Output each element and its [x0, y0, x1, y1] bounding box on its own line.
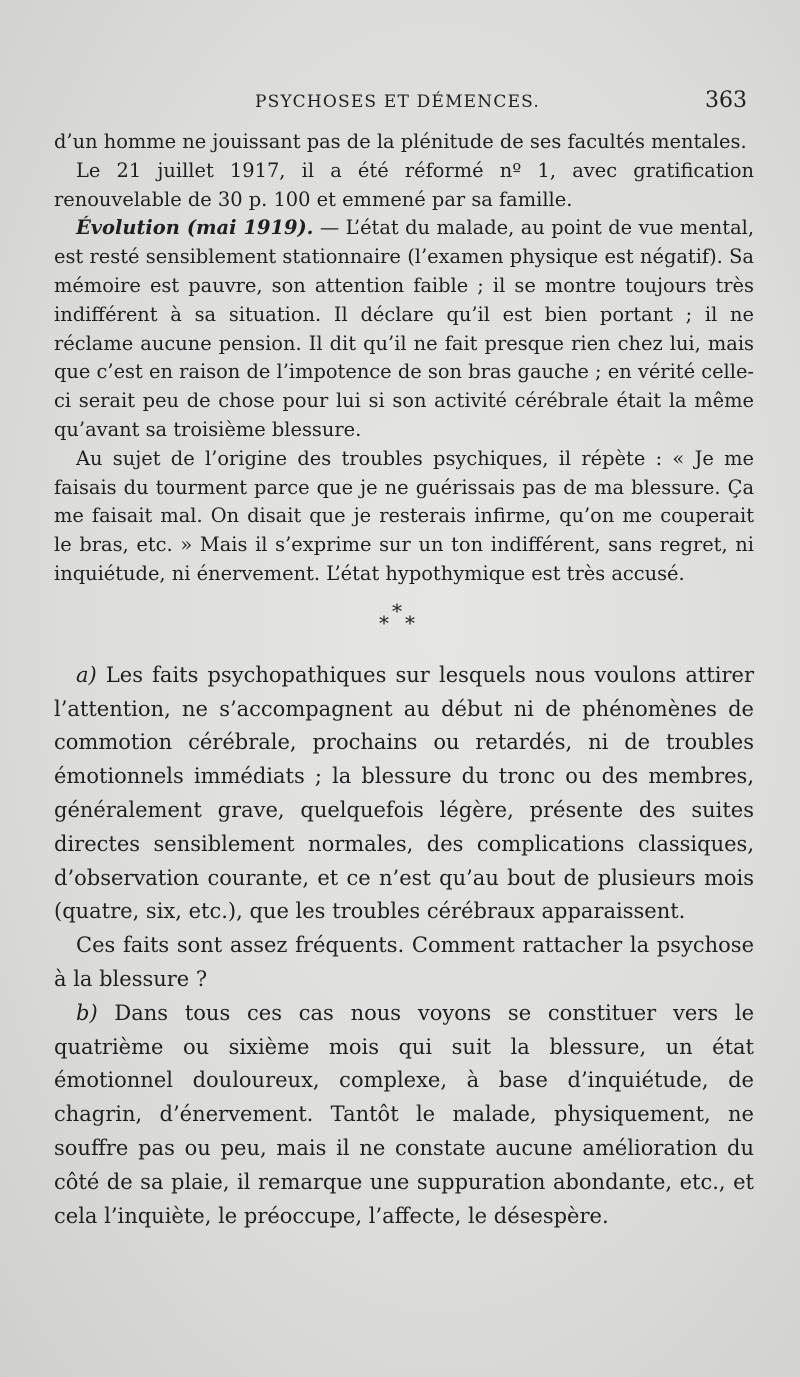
asterism-star: *	[379, 610, 389, 635]
evolution-heading: Évolution (mai 1919).	[76, 216, 314, 240]
asterism-star: *	[392, 598, 402, 623]
running-head: PSYCHOSES ET DÉMENCES.	[255, 92, 541, 112]
paragraph-continuation: d’un homme ne jouissant pas de la plénitude de ses facultés mentales.	[54, 130, 747, 153]
label-a: a)	[76, 662, 97, 687]
paragraph-a-text: Les faits psychopathiques sur lesquels nous voulons attirer l’attention, ne s’accompagnent au début ni de phénomènes de commotion cérébrale, prochains ou retardés, ni de troubles émotionnels immédiats ; la blessure du tronc ou des membres, généralement grave, quelquefois légère, présente des suites directes sensiblement normales, des complications classiques, d’observation courante, et ce n’est qu’au bout de plusieurs mois (quatre, six, etc.), que les troubles cérébraux apparaissent.	[54, 662, 754, 924]
paragraph-reform: Le 21 juillet 1917, il a été réformé nº 1, avec gratification renouvelable de 30 p. 100 et emmené par sa famille.	[54, 158, 754, 211]
asterism-star: *	[405, 610, 415, 635]
evolution-text: — L’état du malade, au point de vue mental, est resté sensiblement stationnaire (l’examen physique est négatif). Sa mémoire est pauvre, son attention faible ; il se montre toujours très indifférent à sa situation. Il déclare qu’il est bien portant ; il ne réclame aucune pension. Il dit qu’il ne fait presque rien chez lui, mais que c’est en raison de l’impotence de son bras gauche ; en vérité celle-ci serait peu de chose pour lui si son activité cérébrale était la même qu’avant sa troisième blessure.	[54, 216, 754, 441]
discussion-section	[54, 659, 754, 1234]
paragraph-b-text: Dans tous ces cas nous voyons se constituer vers le quatrième ou sixième mois qui suit la blessure, un état émotionnel douloureux, complexe, à base d’inquiétude, de chagrin, d’énervement. Tantôt le malade, physiquement, ne souffre pas ou peu, mais il ne constate aucune amélioration du côté de sa plaie, il remarque une suppuration abondante, etc., et cela l’inquiète, le préoccupe, l’affecte, le désespère.	[54, 1000, 754, 1228]
paragraph-origin: Au sujet de l’origine des troubles psychiques, il répète : « Je me faisais du tourment parce que je ne guérissais pas de ma blessure. Ça me faisait mal. On disait que je resterais infirme, qu’on me couperait le bras, etc. » Mais il s’exprime sur un ton indifférent, sans regret, ni inquiétude, ni énervement. L’état hypothymique est très accusé.	[54, 446, 754, 585]
page-header	[0, 88, 800, 122]
label-b: b)	[76, 1000, 98, 1025]
page-number: 363	[705, 88, 747, 113]
paragraph-question: Ces faits sont assez fréquents. Comment rattacher la psychose à la blessure ?	[54, 933, 754, 991]
body-text	[54, 128, 754, 1233]
paragraph-b	[54, 997, 754, 1234]
paragraph-evolution	[54, 214, 754, 444]
paragraph-a	[54, 659, 754, 929]
asterism-separator	[54, 589, 754, 659]
observation-section	[54, 128, 754, 589]
